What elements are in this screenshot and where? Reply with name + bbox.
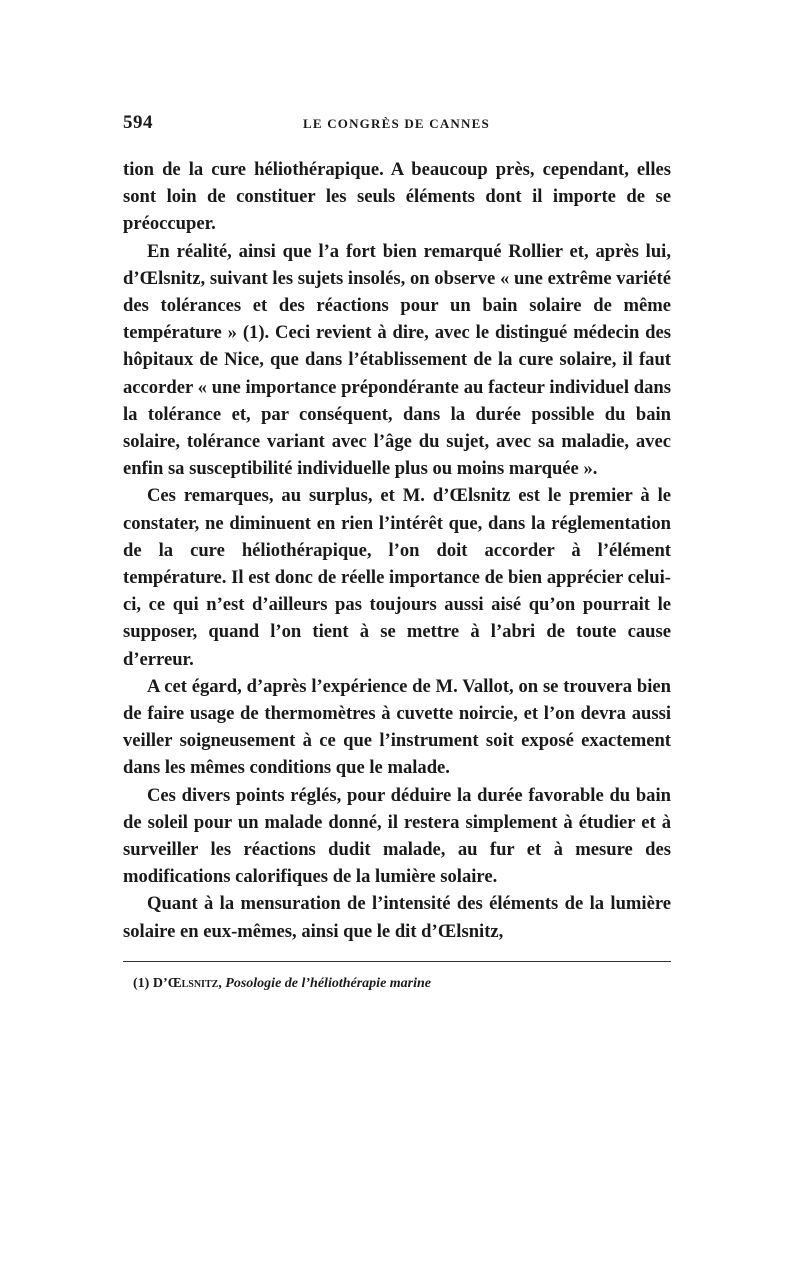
paragraph: En réalité, ainsi que l’a fort bien remarqué Rollier et, après lui, d’Œlsnitz, suivant les sujets insolés, on observe « une extrême variété des tolérances et des réactions pour un bain solaire de même température » (1). Ceci revient à dire, avec le distingué médecin des hôpitaux de Nice, que dans l’établissement de la cure solaire, il faut accorder « une importance prépondérante au facteur individuel dans la tolérance et, par conséquent, dans la durée possible du bain solaire, tolérance variant avec l’âge du sujet, avec sa maladie, avec enfin sa susceptibilité individuelle plus ou moins marquée ».	[123, 240, 671, 480]
running-title: LE CONGRÈS DE CANNES	[303, 116, 490, 131]
footnote	[123, 976, 671, 992]
footnote-divider	[123, 961, 671, 962]
running-head	[123, 112, 671, 142]
footnote-author: D’Œlsnitz,	[152, 975, 222, 991]
book-page	[123, 112, 671, 992]
paragraph: Ces remarques, au surplus, et M. d’Œlsnitz est le premier à le constater, ne diminuent en rien l’intérêt que, dans la réglementation de la cure héliothérapique, l’on doit accorder à l’élément température. Il est donc de réelle importance de bien apprécier celui-ci, ce qui n’est d’ailleurs pas toujours aussi aisé qu’on pourrait le supposer, quand l’on tient à se mettre à l’abri de toute cause d’erreur.	[123, 485, 671, 670]
paragraph: Ces divers points réglés, pour déduire la durée favorable du bain de soleil pour un malade donné, il restera simplement à étudier et à surveiller les réactions dudit malade, au fur et à mesure des modifications calorifiques de la lumière solaire.	[123, 784, 671, 888]
body-text	[123, 156, 671, 945]
footnote-title: Posologie de l’héliothérapie marine	[225, 975, 432, 991]
paragraph-continued: tion de la cure héliothérapique. A beaucoup près, cependant, elles sont loin de constituer les seuls éléments dont il importe de se préoccuper.	[123, 159, 671, 235]
footnote-marker: (1)	[133, 975, 150, 991]
page-number: 594	[123, 112, 153, 133]
paragraph: Quant à la mensuration de l’intensité des éléments de la lumière solaire en eux-mêmes, ainsi que le dit d’Œlsnitz,	[123, 893, 671, 942]
paragraph: A cet égard, d’après l’expérience de M. Vallot, on se trouvera bien de faire usage de thermomètres à cuvette noircie, et l’on devra aussi veiller soigneusement à ce que l’instrument soit exposé exactement dans les mêmes conditions que le malade.	[123, 675, 671, 779]
